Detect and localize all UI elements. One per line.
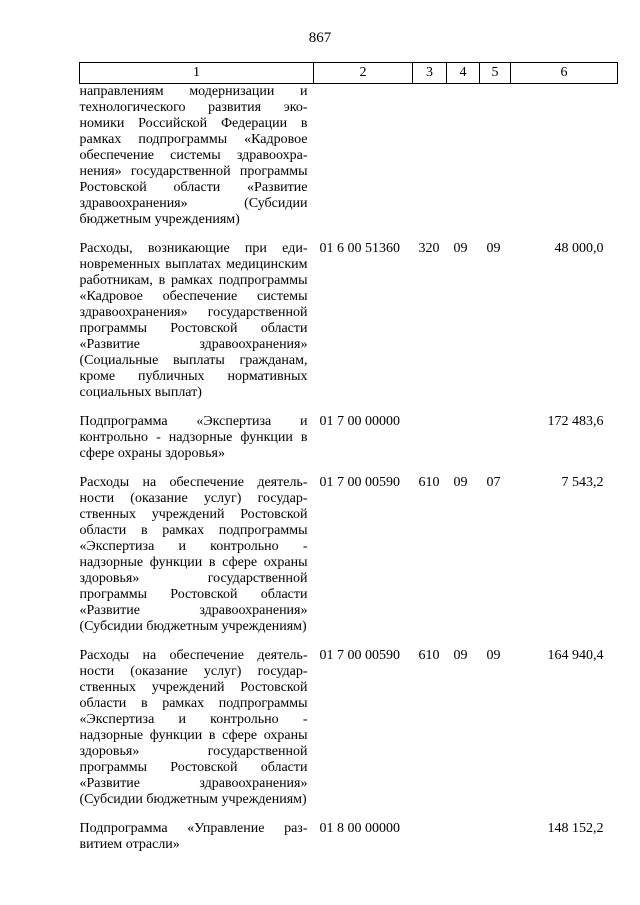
table-row <box>80 648 618 821</box>
header-col-4: 4 <box>447 63 480 84</box>
row-pr <box>480 84 511 242</box>
table-row <box>80 414 618 475</box>
header-col-5: 5 <box>480 63 511 84</box>
row-csr: 01 7 00 00000 <box>319 414 400 429</box>
row-sum: 7 543,2 <box>561 475 604 490</box>
row-vr <box>413 84 447 242</box>
row-csr: 01 7 00 00590 <box>319 475 400 490</box>
row-sum: 148 152,2 <box>547 821 604 836</box>
row-pr <box>480 821 511 866</box>
row-vr: 320 <box>418 241 440 256</box>
row-name: Подпрограмма «Экспертиза и контрольно - надзорные функции в сфере охраны здоровья» <box>79 414 308 461</box>
row-rz <box>447 821 480 866</box>
header-col-2: 2 <box>314 63 413 84</box>
row-rz: 09 <box>453 241 468 256</box>
row-sum: 164 940,4 <box>547 648 604 663</box>
table-row <box>80 84 618 242</box>
row-rz <box>447 84 480 242</box>
row-sum: 48 000,0 <box>554 241 604 256</box>
row-sum: 172 483,6 <box>547 414 604 429</box>
row-pr: 09 <box>486 648 501 663</box>
row-vr: 610 <box>418 648 440 663</box>
header-col-1: 1 <box>80 63 314 84</box>
row-sum <box>511 84 618 242</box>
row-name: Расходы на обеспечение деятельности (оказание услуг) государственных учреждений Ростовской области в рамках подпрограммы «Экспертиза и контрольно - надзорные функции в сфере охраны здоровья» государственной программы Ростовской области «Развитие здравоохранения» (Субсидии бюджетным учреждениям) <box>79 648 308 807</box>
row-pr: 09 <box>486 241 501 256</box>
row-name: Расходы на обеспечение деятельности (оказание услуг) государственных учреждений Ростовской области в рамках подпрограммы «Экспертиза и контрольно - надзорные функции в сфере охраны здоровья» государственной программы Ростовской области «Развитие здравоохранения» (Субсидии бюджетным учреждениям) <box>79 475 308 634</box>
row-vr <box>413 821 447 866</box>
row-rz: 09 <box>453 648 468 663</box>
table-row <box>80 475 618 648</box>
page-number: 867 <box>308 30 332 46</box>
row-pr <box>480 414 511 475</box>
row-rz <box>447 414 480 475</box>
header-row <box>80 63 618 84</box>
table-row <box>80 821 618 866</box>
row-pr: 07 <box>486 475 501 490</box>
budget-table <box>79 62 618 866</box>
row-csr <box>314 84 413 242</box>
row-vr: 610 <box>418 475 440 490</box>
row-name: направлениям модернизации и технологического развития экономики Российской Федерации в рамках подпрограммы «Кадровое обеспечение системы здравоохранения» государственной программы Ростовской области «Развитие здравоохранения» (Субсидии бюджетным учреждениям) <box>79 84 308 227</box>
row-csr: 01 8 00 00000 <box>319 821 400 836</box>
header-col-3: 3 <box>413 63 447 84</box>
header-col-6: 6 <box>511 63 618 84</box>
row-csr: 01 6 00 51360 <box>319 241 400 256</box>
row-vr <box>413 414 447 475</box>
row-rz: 09 <box>453 475 468 490</box>
row-name: Расходы, возникающие при единовременных выплатах медицинским работникам, в рамках подпрограммы «Кадровое обеспечение системы здравоохранения» государственной программы Ростовской области «Развитие здравоохранения» (Социальные выплаты гражданам, кроме публичных нормативных социальных выплат) <box>79 241 308 400</box>
row-name: Подпрограмма «Управление развитием отрасли» <box>79 821 308 852</box>
table-row <box>80 241 618 414</box>
row-csr: 01 7 00 00590 <box>319 648 400 663</box>
